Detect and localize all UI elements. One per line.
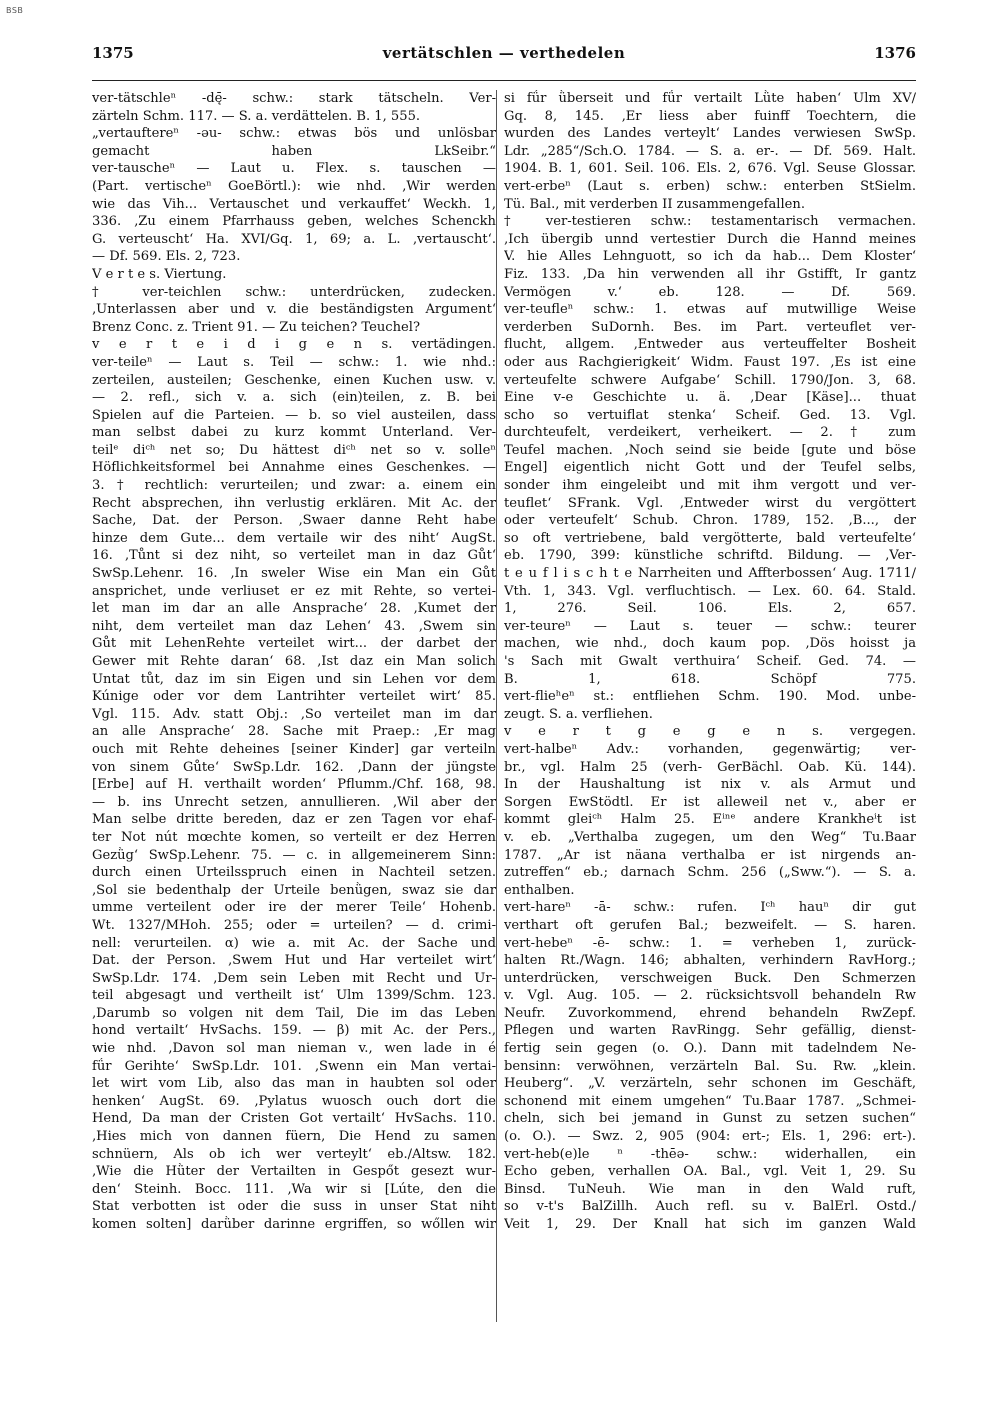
text-line: [Erbe] auf H. verthailt worden‘ Pflumm./Chf. 168, 98. [92,777,496,793]
text-line: von sinem Gůte‘ SwSp.Ldr. 162. ‚Dann der jüngste [92,759,496,775]
text-line: halten Rt./Wagn. 146; abhalten, verhindern RavHorg.; [504,953,916,969]
text-line: Vth. 1, 343. Vgl. verfluchtisch. — Lex. 60. 64. Stald. [504,583,916,599]
text-line: teuflet‘ SFrank. Vgl. ‚Entweder wirst du vergöttert [504,495,916,511]
text-line: In der Haushaltung ist nix v. als Armut und [504,777,916,793]
page-header [92,44,916,70]
text-line: Man selbe dritte bereden, daz er zen Tagen vor ehaf- [92,812,496,828]
text-line: ver-tätschleⁿ -dę̄- schw.: stark tätscheln. Ver- [92,91,496,106]
text-line: vert-erbeⁿ (Laut s. erben) schw.: enterben StSielm. [504,178,916,194]
text-line: vert-flieʰeⁿ st.: entfliehen Schm. 190. Mod. unbe- [504,689,916,705]
text-line: G. verteuscht‘ Ha. XVI/Gq. 1, 69; a. L. ‚vertauscht‘. [92,231,496,247]
header-rule [92,80,916,81]
text-line: ‚Darumb so volgen nit dem Tail, Die im das Leben [92,1005,496,1021]
text-line: v. Vgl. Aug. 105. — 2. rücksichtsvoll behandeln Rw [504,988,916,1004]
text-line: sonder ihm eingeleibt und mit ihm vergott und ver- [504,478,916,494]
text-line: Veit 1, 29. Der Knall hat sich im ganzen Wald [504,1217,916,1232]
text-line: fertig sein gegen (o. O.). Dann mit tadelndem Ne- [504,1041,916,1057]
text-line: Hend, Da man der Cristen Got vertailt‘ HvSachs. 110. [92,1111,496,1127]
text-column-left [92,90,496,1234]
text-line: scho so vertuiflat stenka‘ Scheif. Ged. 13. Vgl. [504,407,916,423]
text-line: SwSp.Lehenr. 16. ‚In sweler Wise ein Man ein Gůt [92,566,496,582]
text-line: Wt. 1327/MHoh. 255; oder = urteilen? — d. crimi- [92,917,496,933]
text-line: let wirt vom Lib, also das man in haubten sol oder [92,1076,496,1092]
text-line: Tü. Bal., mit verderben II zusammengefallen. [504,196,806,212]
text-line: ‚Wie die Hǜter der Vertailten in Gespőt gesezt wur- [92,1164,496,1180]
text-column-right [504,90,916,1234]
text-line: SwSp.Ldr. 174. ‚Dem sein Leben mit Recht und Ur- [92,970,496,986]
library-corner-mark: BSB [6,6,24,15]
running-title: vertätschlen — verthedelen [382,44,626,62]
text-line: 's Sach mit Gwalt verthuira‘ Scheif. Ged. 74. — [504,654,916,669]
text-line: vert-hareⁿ -ā- schw.: rufen. Iᶜʰ hauⁿ dir gut [504,900,916,916]
column-divider [496,90,497,1322]
text-line: — Df. 569. Els. 2, 723. [92,249,241,265]
text-line: ansprichet, unde verliuset er ez mit Rehte, so vertei- [92,583,496,599]
text-line: cheln, sich bei jemand in Gunst zu setzen suchen“ [504,1111,916,1127]
text-line: 16. ‚Tůnt si dez niht, so verteilet man in daz Gůt‘ [92,548,496,564]
text-line: ouch mit Rehte deheines [seiner Kinder] gar verteiln [92,741,496,757]
text-line: 336. ‚Zu einem Pfarrhauss geben, welches Schenckh [92,214,496,230]
text-line: Spielen auf die Parteien. — b. so viel austeilen, dass [92,407,496,423]
text-line: hinze dem Gute... dem vertaile wir des niht‘ AugSt. [92,530,496,546]
text-line: so v-t's BalZillh. Auch refl. su v. BalErl. Ostd./ [504,1199,916,1215]
text-line: v e r t g e g e n s. vergegen. [504,724,916,740]
text-line: oder aus Rachgierigkeit‘ Widm. Faust 197. ‚Es ist eine [504,354,916,370]
text-line: wurden des Landes verteylt‘ Landes verwiesen SwSp. [504,126,916,142]
text-line: zutreffen“ eb.; darnach Schm. 256 („Sww.“). — S. a. [504,865,916,881]
text-line: Teufel machen. ‚Noch seind sie beide [gute und böse [504,442,916,458]
text-line: (Part. vertischeⁿ GoeBörtl.): wie nhd. ‚Wir werden [92,178,496,194]
text-line: Echo geben, verhallen OA. Bal., vgl. Veit 1, 29. Su [504,1164,916,1180]
text-line: Untat tůt, daz im sin Eigen und sin Lehen vor dem [92,671,496,687]
text-line: fǘr Gerihte‘ SwSp.Ldr. 101. ‚Swenn ein Man vertai- [92,1058,496,1074]
text-line: 1904. B. 1, 601. Seil. 106. Els. 2, 676. Vgl. Seuse Glossar. [504,161,916,177]
text-line: — b. ins Unrecht setzen, annullieren. ‚Wil aber der [92,794,496,810]
text-line: den‘ Steinh. Bocc. 111. ‚Wa wir si [Lúte, den die [92,1181,496,1197]
text-line: Brenz Conc. z. Trient 91. — Zu teichen? Teuchel? [92,319,421,335]
text-line: (o. O.). — Swz. 2, 905 (904: ert-; Els. 1, 296: ert-). [504,1129,916,1145]
page-number-left: 1375 [92,44,134,62]
text-line: kommt gleiᶜʰ Halm 25. Eⁱⁿᵉ andere Krankheⁱt ist [504,812,916,828]
text-line: Vermögen v.‘ eb. 128. — Df. 569. [504,284,916,300]
text-line: niht, dem verteilet man daz Lehen‘ 43. ‚Swem sin [92,618,496,634]
text-line: durchteufelt, verdeikert, verheikert. — 2. † zum [504,425,916,441]
text-line: eb. 1790, 399: künstliche schriftd. Bildung. — ‚Ver- [504,548,916,564]
text-line: V e r t e s. Viertung. [92,266,227,282]
text-line: umme verteilent oder ire der merer Teile‘ Hohenb. [92,900,496,916]
text-line: 3. † rechtlich: verurteilen; und zwar: a. einem ein [92,478,496,494]
text-line: Fiz. 133. ‚Da hin verwenden all ihr Gstifft, Ir gantz [504,266,916,282]
text-line: ‚Sol sie bedenthalp der Urteile benǜgen, swaz sie dar [92,882,496,898]
text-line: teilᵉ diᶜʰ net so; Du hättest diᶜʰ net so v. solleⁿ [92,442,496,458]
text-line: br., vgl. Halm 25 (verh- GerBächl. Oab. Kü. 144). [504,759,916,775]
text-line: † ver-teichlen schw.: unterdrücken, zudecken. [92,284,496,300]
text-line: v. eb. „Verthalba zugegen, um den Weg“ Tu.Baar [504,829,916,845]
text-line: Recht absprechen, ihn verlustig erklären. Mit Ac. der [92,495,496,511]
text-line: si fǘr ǜberseit und fǘr vertailt Lǜte haben‘ Ulm XV/ [504,91,916,106]
text-line: 1, 276. Seil. 106. Els. 2, 657. [504,601,916,617]
text-line: zeugt. S. a. verfliehen. [504,706,653,722]
text-line: Gq. 8, 145. ‚Er liess aber fuinff Toechtern, die [504,108,916,124]
text-line: oder verteufelt‘ Schub. Chron. 1789, 152. ‚B..., der [504,513,916,529]
text-line: Sorgen EwStödtl. Er ist alleweil net v., aber er [504,794,916,810]
text-line: Gewer mit Rehte daran‘ 68. ‚Ist daz ein Man solich [92,654,496,669]
text-line: teil abgesagt und vertheilt ist‘ Ulm 1399/Schm. 123. [92,988,496,1004]
text-line: verteufelte schwere Aufgabe‘ Schill. 1790/Jon. 3, 68. [504,372,916,388]
text-line: ver-teufleⁿ schw.: 1. etwas auf mutwillige Weise [504,302,916,318]
text-line: B. 1, 618. Schöpf 775. [504,671,916,687]
text-line: ‚Ich übergib unnd vertestier Durch die Hannd meines [504,231,916,247]
text-line: ‚Unterlassen aber und v. die beständigsten Argument‘ [92,302,496,318]
page-number-right: 1376 [874,44,916,62]
text-line: durch einen Urteilsspruch einen in Nachteil setzen. [92,865,496,881]
text-line: bensinn: verwöhnen, verzärteln Bal. Su. Rw. „klein. [504,1058,916,1074]
text-line: Dat. der Person. ‚Swem Hut und Har verteilet wirt‘ [92,953,496,969]
text-line: V. hie Alles Lehnguott, so ich da hab... Dem Kloster‘ [504,249,916,265]
text-line: Pflegen und warten RavRingg. Sehr gefällig, dienst- [504,1023,916,1039]
text-line: Engel] eigentlich nicht Gott und der Teufel selbs, [504,460,916,476]
text-line: Gůt mit LehenRehte verteilet wirt... der darbet der [92,636,496,652]
text-line: ver-teileⁿ — Laut s. Teil — schw.: 1. wie nhd.: [92,354,496,370]
text-line: an alle Ansprache‘ 28. Sache mit Praep.: ‚Er mag [92,724,496,740]
text-line: nell: verurteilen. α) wie a. mit Ac. der Sache und [92,935,496,951]
text-line: Gezǜg‘ SwSp.Lehenr. 75. — c. in allgemeinerem Sinn: [92,847,496,863]
text-line: v e r t e i d i g e n s. vertädingen. [92,337,496,353]
text-line: henken‘ AugSt. 69. ‚Pylatus wuosch ouch dort die [92,1093,496,1109]
text-line: Sache, Dat. der Person. ‚Swaer danne Reht habe [92,513,496,529]
text-line: Vgl. 115. Adv. statt Obj.: ‚So verteilet man im dar [92,706,496,722]
text-line: Neufr. Zuvorkommend, ehrend behandeln RwZepf. [504,1005,916,1021]
text-line: vert-halbeⁿ Adv.: vorhanden, gegenwärtig; ver- [504,741,916,757]
text-line: — 2. refl., sich v. a. sich (ein)teilen, z. B. bei [92,390,496,406]
text-line: wie nhd. ‚Davon sol man nieman v., wen lade in é [92,1041,496,1057]
text-line: Eine v-e Geschichte u. ä. ‚Dear [Käse]... thuat [504,390,916,406]
text-line: man selbst dabei zu kurz kommt Unterland. Ver- [92,425,496,441]
text-line: verthart oft gerufen Bal.; bezweifelt. — S. haren. [504,917,916,933]
text-line: machen, wie nhd., doch kaum pop. ‚Dös hoisst ja [504,636,916,652]
text-line: so oft vertriebene, bald vergötterte, bald verteufelte‘ [504,530,916,546]
text-line: † ver-testieren schw.: testamentarisch vermachen. [504,214,916,230]
text-line: komen solten] darǜber darinne ergriffen, so wőllen wir [92,1217,496,1232]
text-line: Heuberg“. „V. verzärteln, sehr schonen im Geschäft, [504,1076,916,1092]
text-line: ‚Hies mich von dannen füern, Die Hend zu samen [92,1129,496,1145]
text-line: ver-tauscheⁿ — Laut u. Flex. s. tauschen — [92,161,496,177]
text-line: wie das Vih... Vertauschet und verkauffet‘ Weckh. 1, [92,196,496,212]
text-line: zärteln Schm. 117. — S. a. verdättelen. B. 1, 555. [92,108,421,124]
text-line: schnüern, Als ob ich wer verteylt‘ eb./Altsw. 182. [92,1146,496,1162]
text-line: ter Not nút mœchte komen, so verteilt er dez Herren [92,829,496,845]
text-line: gemacht haben LkSeibr.“ [92,143,496,159]
text-line: verderben SuDornh. Bes. im Part. verteuflet ver- [504,319,916,335]
text-line: t e u f l i s c h t e Narrheiten und Affterbossen‘ Aug. 1711/ [504,566,916,582]
text-line: Ldr. „285“/Sch.O. 1784. — S. a. er-. — Df. 569. Halt. [504,143,916,159]
text-line: vert-heb(e)le ⁿ -thēə- schw.: widerhallen, ein [504,1146,916,1162]
text-line: ver-teureⁿ — Laut s. teuer — schw.: teurer [504,618,916,634]
text-line: enthalben. [504,882,575,898]
text-line: schonend mit einem umgehen“ Tu.Baar 1787. „Schmei- [504,1093,916,1109]
text-line: Stat verbotten ist oder die suss in unser Stat niht [92,1199,496,1215]
text-line: Kúnige oder vor dem Lantrihter verteilet wirt‘ 85. [92,689,496,705]
text-line: zerteilen, austeilen; Geschenke, einen Kuchen usw. v. [92,372,496,388]
text-line: vert-hebeⁿ -ē- schw.: 1. = verheben 1, zurück- [504,935,916,951]
text-line: „vertauftereⁿ -əu- schw.: etwas bös und unlösbar [92,126,496,142]
text-line: hond vertailt‘ HvSachs. 159. — β) mit Ac. der Pers., [92,1023,496,1039]
text-line: let man im dar an alle Ansprache‘ 28. ‚Kumet der [92,601,496,617]
text-line: 1787. „Ar ist näana verthalba er ist nirgends an- [504,847,916,863]
text-line: Binsd. TuNeuh. Wie man in den Wald ruft, [504,1181,916,1197]
text-line: flucht, allgem. ‚Entweder aus verteuffelter Bosheit [504,337,916,353]
text-line: Höflichkeitsformel bei Annahme eines Geschenkes. — [92,460,496,476]
text-line: unterdrücken, verschweigen Buck. Den Schmerzen [504,970,916,986]
